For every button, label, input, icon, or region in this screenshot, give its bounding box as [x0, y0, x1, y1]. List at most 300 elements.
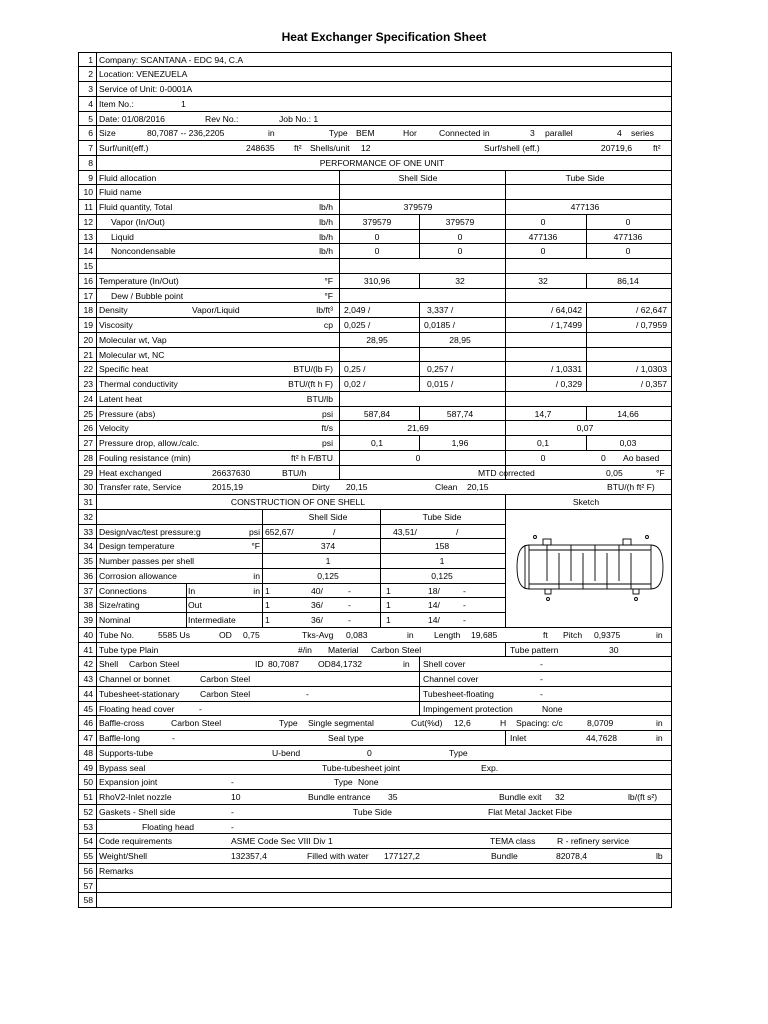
row-28-field: 0	[601, 452, 606, 463]
grid-line	[586, 214, 587, 258]
row-number: 42	[83, 659, 93, 670]
row-51-field: 35	[388, 792, 398, 802]
row-14-field: 0	[625, 246, 631, 257]
grid-line	[96, 730, 671, 731]
row-number: 45	[83, 703, 93, 714]
grid-line	[78, 170, 96, 171]
row-number: 58	[83, 895, 93, 906]
row-11-field: 379579	[403, 202, 433, 212]
row-34-field: 374	[320, 541, 336, 552]
row-number: 56	[83, 865, 93, 876]
grid-line	[96, 568, 505, 569]
row-number: 50	[83, 777, 93, 788]
grid-line	[78, 450, 96, 451]
grid-line	[78, 332, 96, 333]
grid-line	[78, 140, 96, 141]
grid-line	[78, 347, 96, 348]
row-55-field: 177127,2	[384, 851, 420, 861]
row-42-field: 84,1732	[331, 659, 363, 670]
row-37-field: -	[348, 585, 351, 596]
row-27-field: psi	[322, 438, 333, 448]
row-13-field: 477136	[528, 231, 558, 242]
row-23-field: / 0,357	[640, 379, 667, 389]
grid-line	[186, 583, 187, 627]
grid-line	[96, 833, 671, 834]
grid-line	[586, 273, 587, 288]
grid-line	[78, 701, 96, 702]
row-18-field: / 64,042	[550, 305, 582, 316]
grid-line	[78, 642, 96, 643]
row-14-field: 0	[457, 246, 463, 257]
row-38-field: Out	[188, 600, 202, 611]
grid-line	[505, 642, 506, 657]
row-46-field: Single segmental	[308, 718, 374, 729]
row-42-field: -	[540, 659, 543, 670]
grid-line	[96, 686, 671, 687]
row-30-field: 2015,19	[212, 482, 244, 493]
row-7-field: Shells/unit	[310, 143, 350, 153]
row-40-field: Tube No.	[99, 629, 135, 640]
row-27-field: 1,96	[451, 438, 469, 448]
row-48-field: Type	[449, 747, 468, 758]
row-number: 44	[83, 688, 93, 699]
row-number: 21	[83, 349, 93, 360]
row-43-field: Channel cover	[423, 674, 479, 684]
grid-line	[419, 273, 420, 288]
row-19-field: 0,025 /	[344, 320, 371, 330]
grid-line	[78, 509, 96, 510]
grid-line	[78, 494, 96, 495]
grid-line	[78, 597, 96, 598]
row-number: 20	[83, 334, 93, 345]
row-42-field: Shell cover	[423, 659, 466, 670]
row-34-field: 158	[434, 541, 450, 552]
row-37-field: In	[188, 585, 196, 596]
grid-line	[78, 760, 96, 761]
grid-line	[505, 495, 506, 628]
grid-line	[78, 155, 96, 156]
row-46-field: H	[500, 718, 507, 729]
row-43-field: Carbon Steel	[200, 674, 251, 684]
grid-line	[419, 406, 420, 421]
row-40-field: Pitch	[563, 629, 583, 640]
row-number: 36	[83, 570, 93, 581]
row-25-field: 587,74	[446, 408, 474, 419]
row-14-field: lb/h	[319, 246, 333, 257]
row-23-field: BTU/(ft h F)	[288, 379, 333, 389]
grid-line	[96, 745, 671, 746]
row-49-field: Bypass seal	[99, 762, 146, 773]
row-number: 1	[88, 54, 93, 65]
row-52-field: Flat Metal Jacket Fibe	[488, 806, 573, 817]
sketch-inlet-nozzle	[543, 539, 551, 545]
grid-line	[78, 435, 96, 436]
row-number: 17	[83, 290, 93, 301]
row-33-field: 652,67/	[265, 526, 294, 537]
row-41-field: Tube type Plain	[99, 644, 159, 655]
row-30-field: Transfer rate, Service	[99, 482, 182, 493]
row-number: 32	[83, 511, 93, 522]
grid-line	[78, 863, 96, 864]
row-51-field: RhoV2-Inlet nozzle	[99, 792, 172, 802]
grid-line	[586, 406, 587, 421]
grid-line	[419, 657, 420, 716]
grid-line	[78, 568, 96, 569]
row-12-field: lb/h	[319, 216, 333, 227]
row-number: 2	[88, 69, 93, 80]
grid-line	[78, 243, 96, 244]
row-9-field: Fluid allocation	[99, 172, 157, 183]
grid-line	[78, 745, 96, 746]
row-42-field: ID	[255, 659, 264, 670]
row-37-field: -	[463, 585, 466, 596]
row-46-field: Carbon Steel	[171, 718, 222, 729]
grid-line	[78, 229, 96, 230]
row-6-field: BEM	[356, 128, 375, 139]
row-36-field: Corrosion allowance	[99, 570, 177, 581]
grid-line	[96, 538, 505, 539]
row-30-field: Clean	[435, 482, 458, 493]
row-number: 37	[83, 585, 93, 596]
row-number: 51	[83, 792, 93, 802]
row-29-field: BTU/h	[282, 467, 307, 478]
row-29-field: 0,05	[606, 467, 623, 478]
row-34-field: °F	[251, 541, 260, 552]
row-number: 25	[83, 408, 93, 419]
row-22-field: / 1,0331	[550, 364, 582, 375]
row-33-field: /	[333, 526, 336, 537]
grid-line	[78, 273, 96, 274]
row-47-field: Seal type	[328, 733, 364, 743]
row-50-field: -	[231, 777, 234, 788]
row-47-field: 44,7628	[586, 733, 618, 743]
row-29-field: Heat exchanged	[99, 467, 162, 478]
grid-line	[96, 479, 671, 480]
row-20-field: 28,95	[366, 334, 388, 345]
row-12-field: 379579	[445, 216, 475, 227]
grid-line	[78, 878, 96, 879]
row-22-field: 0,25 /	[344, 364, 366, 375]
row-33-field: psi	[249, 526, 260, 537]
row-number: 5	[88, 113, 93, 124]
row-number: 39	[83, 615, 93, 625]
row-number: 14	[83, 246, 93, 257]
row-45-field: None	[542, 703, 563, 714]
row-18-field: 3,337 /	[427, 305, 454, 316]
grid-line	[96, 627, 671, 628]
grid-line	[78, 125, 96, 126]
row-13-field: 0	[374, 231, 380, 242]
row-30-field: BTU/(h ft² F)	[607, 482, 655, 493]
row-40-field: in	[656, 629, 663, 640]
row-40-field: in	[407, 629, 414, 640]
row-14-field: 0	[540, 246, 546, 257]
row-number: 40	[83, 629, 93, 640]
row-44-field: -	[540, 688, 543, 699]
grid-line	[78, 907, 671, 908]
row-31-field: CONSTRUCTION OF ONE SHELL	[230, 497, 366, 507]
row-37-field: 1	[265, 585, 270, 596]
row-13-field: Liquid	[111, 231, 134, 242]
row-25-field: psi	[322, 408, 333, 419]
grid-line	[96, 494, 671, 495]
row-39-field: -	[463, 615, 466, 625]
grid-line	[78, 81, 96, 82]
row-16-field: 32	[538, 275, 548, 286]
grid-line	[78, 833, 96, 834]
row-33-field: /	[456, 526, 459, 537]
grid-line	[78, 288, 96, 289]
grid-line	[96, 878, 671, 879]
grid-line	[96, 804, 671, 805]
row-37-field: 18/	[428, 585, 440, 596]
row-49-field: Tube-tubesheet joint	[322, 762, 401, 773]
grid-line	[78, 583, 96, 584]
row-6-field: Connected in	[439, 128, 490, 139]
row-30-field: 20,15	[467, 482, 489, 493]
row-33-field: Design/vac/test pressure:g	[99, 526, 201, 537]
row-16-field: 310,96	[363, 275, 391, 286]
row-number: 33	[83, 526, 93, 537]
grid-line	[78, 184, 96, 185]
row-number: 18	[83, 305, 93, 316]
row-42-field: Carbon Steel	[129, 659, 180, 670]
row-16-field: 86,14	[617, 275, 639, 286]
row-number: 34	[83, 541, 93, 552]
row-number: 46	[83, 718, 93, 729]
row-number: 29	[83, 467, 93, 478]
grid-line	[96, 863, 671, 864]
row-number: 38	[83, 600, 93, 611]
row-20-field: Molecular wt, Vap	[99, 334, 167, 345]
row-21-field: Molecular wt, NC	[99, 349, 165, 360]
grid-line	[78, 96, 96, 97]
grid-line	[78, 406, 96, 407]
row-46-field: 8,0709	[587, 718, 614, 729]
row-number: 10	[83, 187, 93, 198]
row-8-field: PERFORMANCE OF ONE UNIT	[319, 157, 445, 168]
grid-line	[96, 715, 671, 716]
row-39-field: Nominal	[99, 615, 131, 625]
row-44-field: -	[306, 688, 309, 699]
row-3-field: Service of Unit: 0-0001A	[99, 84, 193, 94]
grid-line	[505, 170, 506, 480]
grid-line	[586, 436, 587, 451]
row-6-field: 4	[617, 128, 622, 139]
row-7-field: Surf/unit(eff.)	[99, 143, 149, 153]
grid-line	[78, 465, 96, 466]
row-number: 12	[83, 216, 93, 227]
grid-line	[96, 184, 671, 185]
row-31-field: Sketch	[572, 497, 600, 507]
grid-line	[96, 656, 671, 657]
row-19-field: Viscosity	[99, 320, 133, 330]
row-46-field: Type	[279, 718, 298, 729]
grid-line	[78, 730, 96, 731]
row-number: 41	[83, 644, 93, 655]
grid-line	[78, 258, 96, 259]
row-6-field: Type	[329, 128, 348, 139]
row-50-field: None	[358, 777, 379, 788]
row-43-field: Channel or bonnet	[99, 674, 170, 684]
grid-line	[96, 96, 671, 97]
grid-line	[78, 819, 96, 820]
row-54-field: TEMA class	[490, 836, 536, 847]
row-number: 24	[83, 393, 93, 404]
row-18-field: lb/ft³	[316, 305, 333, 316]
row-56-field: Remarks	[99, 865, 134, 876]
row-40-field: 5585 Us	[158, 629, 191, 640]
row-54-field: ASME Code Sec VIII Div 1	[231, 836, 333, 847]
row-29-field: MTD corrected	[478, 467, 535, 478]
row-number: 11	[84, 202, 93, 212]
row-23-field: 0,015 /	[427, 379, 454, 389]
row-1-field: Company: SCANTANA - EDC 94, C.A	[99, 54, 244, 65]
grid-line	[78, 391, 96, 392]
row-number: 31	[83, 497, 93, 507]
row-17-field: Dew / Bubble point	[111, 290, 184, 301]
row-6-field: series	[631, 128, 654, 139]
row-35-field: 1	[439, 556, 445, 566]
row-12-field: 379579	[362, 216, 392, 227]
grid-line	[78, 892, 96, 893]
row-13-field: 477136	[613, 231, 643, 242]
row-number: 48	[83, 747, 93, 758]
row-40-field: Tks-Avg	[302, 629, 334, 640]
row-2-field: Location: VENEZUELA	[99, 69, 188, 80]
row-7-field: ft²	[294, 143, 302, 153]
row-40-field: Length	[434, 629, 461, 640]
row-38-field: -	[348, 600, 351, 611]
row-number: 6	[88, 128, 93, 139]
row-4-field: 1	[181, 98, 186, 109]
row-45-field: Impingement protection	[423, 703, 513, 714]
row-34-field: Design temperature	[99, 541, 175, 552]
row-44-field: Tubesheet-stationary	[99, 688, 180, 699]
row-6-field: in	[268, 128, 275, 139]
row-number: 4	[88, 98, 93, 109]
row-7-field: 20719,6	[600, 143, 632, 153]
row-28-field: 0	[415, 452, 421, 463]
grid-line	[96, 155, 671, 156]
grid-line	[96, 66, 671, 67]
row-25-field: Pressure (abs)	[99, 408, 156, 419]
sketch-bottom-nozzle-right	[633, 589, 639, 594]
grid-line	[78, 789, 96, 790]
row-5-field: Job No.: 1	[279, 113, 319, 124]
grid-line	[78, 214, 96, 215]
grid-line	[78, 671, 96, 672]
row-40-field: 0,75	[243, 629, 260, 640]
row-39-field: 1	[386, 615, 391, 625]
grid-line	[96, 111, 671, 112]
row-36-field: 0,125	[431, 570, 453, 581]
row-number: 15	[83, 261, 93, 271]
row-5-field: Rev No.:	[205, 113, 239, 124]
row-17-field: °F	[324, 290, 333, 301]
sketch-bottom-nozzle-left	[545, 589, 551, 594]
row-51-field: Bundle entrance	[308, 792, 371, 802]
row-29-field: 26637630	[212, 467, 251, 478]
grid-line	[96, 140, 671, 141]
row-46-field: Baffle-cross	[99, 718, 145, 729]
row-49-field: Exp.	[481, 762, 499, 773]
row-51-field: 32	[555, 792, 565, 802]
row-39-field: 14/	[428, 615, 440, 625]
row-26-field: ft/s	[321, 423, 333, 434]
row-42-field: 80,7087	[268, 659, 300, 670]
row-number: 8	[88, 157, 93, 168]
row-13-field: 0	[457, 231, 463, 242]
row-12-field: Vapor (In/Out)	[111, 216, 165, 227]
row-51-field: Bundle exit	[499, 792, 542, 802]
row-number: 35	[83, 556, 93, 566]
row-11-field: lb/h	[319, 202, 333, 212]
row-number: 43	[83, 674, 93, 684]
row-38-field: Size/rating	[99, 600, 140, 611]
grid-line	[262, 509, 263, 627]
grid-line	[96, 612, 505, 613]
row-55-field: 82078,4	[556, 851, 588, 861]
row-27-field: 0,03	[619, 438, 637, 448]
grid-line	[96, 760, 671, 761]
grid-line	[339, 170, 340, 480]
grid-line	[78, 686, 96, 687]
row-7-field: ft²	[653, 143, 661, 153]
row-30-field: Dirty	[312, 482, 330, 493]
row-number: 55	[83, 851, 93, 861]
row-4-field: Item No.:	[99, 98, 134, 109]
sketch-left-head	[517, 545, 529, 589]
row-22-field: / 1,0303	[635, 364, 667, 375]
row-number: 27	[83, 438, 93, 448]
grid-line	[78, 317, 96, 318]
row-7-field: 12	[361, 143, 371, 153]
row-29-field: °F	[656, 467, 665, 478]
grid-line	[96, 819, 671, 820]
row-26-field: 0,07	[576, 423, 594, 434]
row-number: 3	[88, 84, 93, 94]
row-50-field: Type	[334, 777, 353, 788]
row-37-field: 40/	[311, 585, 323, 596]
row-18-field: Vapor/Liquid	[192, 305, 240, 316]
row-7-field: 248635	[246, 143, 275, 153]
grid-line	[586, 303, 587, 392]
row-52-field: Gaskets - Shell side	[99, 806, 176, 817]
row-33-field: 43,51/	[393, 526, 417, 537]
row-27-field: Pressure drop, allow./calc.	[99, 438, 200, 448]
row-36-field: 0,125	[317, 570, 339, 581]
row-23-field: 0,02 /	[344, 379, 366, 389]
row-24-field: Latent heat	[99, 393, 143, 404]
row-27-field: 0,1	[537, 438, 549, 448]
row-14-field: Noncondensable	[111, 246, 176, 257]
row-53-field: Floating head	[142, 821, 195, 832]
row-number: 13	[83, 231, 93, 242]
row-number: 47	[83, 733, 93, 743]
grid-line	[96, 642, 671, 643]
row-number: 53	[83, 821, 93, 832]
row-35-field: Number passes per shell	[99, 556, 195, 566]
grid-line	[78, 66, 96, 67]
row-39-field: -	[348, 615, 351, 625]
grid-line	[96, 170, 671, 171]
grid-line	[78, 715, 96, 716]
row-11-field: 477136	[570, 202, 600, 212]
row-55-field: lb	[656, 851, 663, 861]
row-38-field: 36/	[311, 600, 323, 611]
row-23-field: Thermal conductivity	[99, 379, 178, 389]
